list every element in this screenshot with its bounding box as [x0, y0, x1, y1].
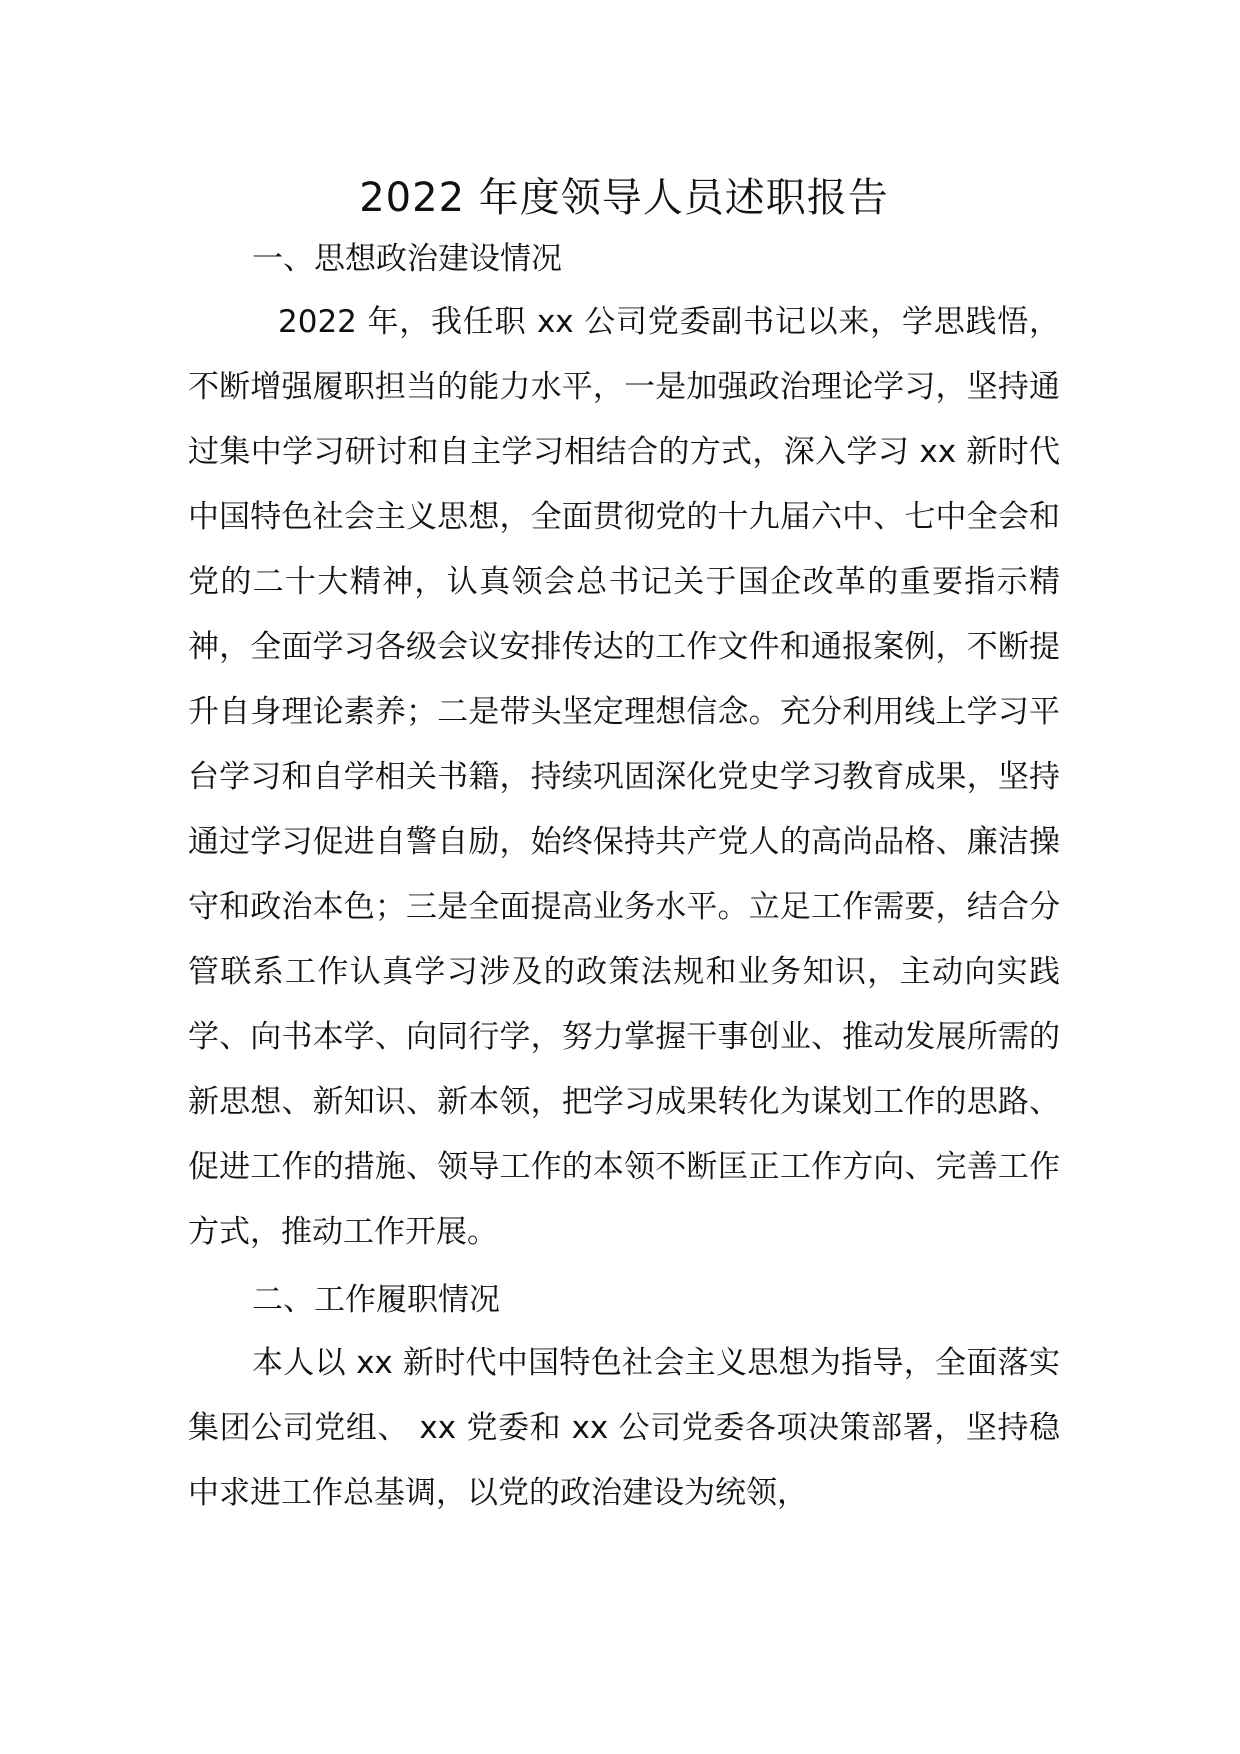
document-title: 2022 年度领导人员述职报告 [359, 175, 889, 221]
section-ideological-political [188, 228, 1060, 1265]
document-page [188, 168, 1060, 1526]
section-paragraph: 2022 年，我任职 xx 公司党委副书记以来，学思践悟，不断增强履职担当的能力水平，一是加强政治理论学习，坚持通过集中学习研讨和自主学习相结合的方式，深入学习 xx 新时代中国特色社会主义思想，全面贯彻党的十九届六中、七中全会和党的二十大精神，认真领会总书记关于国企改革的重要指示精神，全面学习各级会议安排传达的工作文件和通报案例，不断提升自身理论素养；二是带头坚定理想信念。充分利用线上学习平台学习和自学相关书籍，持续巩固深化党史学习教育成果，坚持通过学习促进自警自励，始终保持共产党人的高尚品格、廉洁操守和政治本色；三是全面提高业务水平。立足工作需要，结合分管联系工作认真学习涉及的政策法规和业务知识，主动向实践学、向书本学、向同行学，努力掌握干事创业、推动发展所需的新思想、新知识、新本领，把学习成果转化为谋划工作的思路、促进工作的措施、领导工作的本领不断匡正工作方向、完善工作方式，推动工作开展。 [188, 304, 1060, 1250]
section-heading: 一、思想政治建设情况 [252, 241, 562, 277]
section-work-performance [188, 1269, 1060, 1526]
section-heading: 二、工作履职情况 [252, 1282, 500, 1318]
section-paragraph: 本人以 xx 新时代中国特色社会主义思想为指导，全面落实集团公司党组、 xx 党委和 xx 公司党委各项决策部署，坚持稳中求进工作总基调，以党的政治建设为统领， [188, 1345, 1060, 1511]
